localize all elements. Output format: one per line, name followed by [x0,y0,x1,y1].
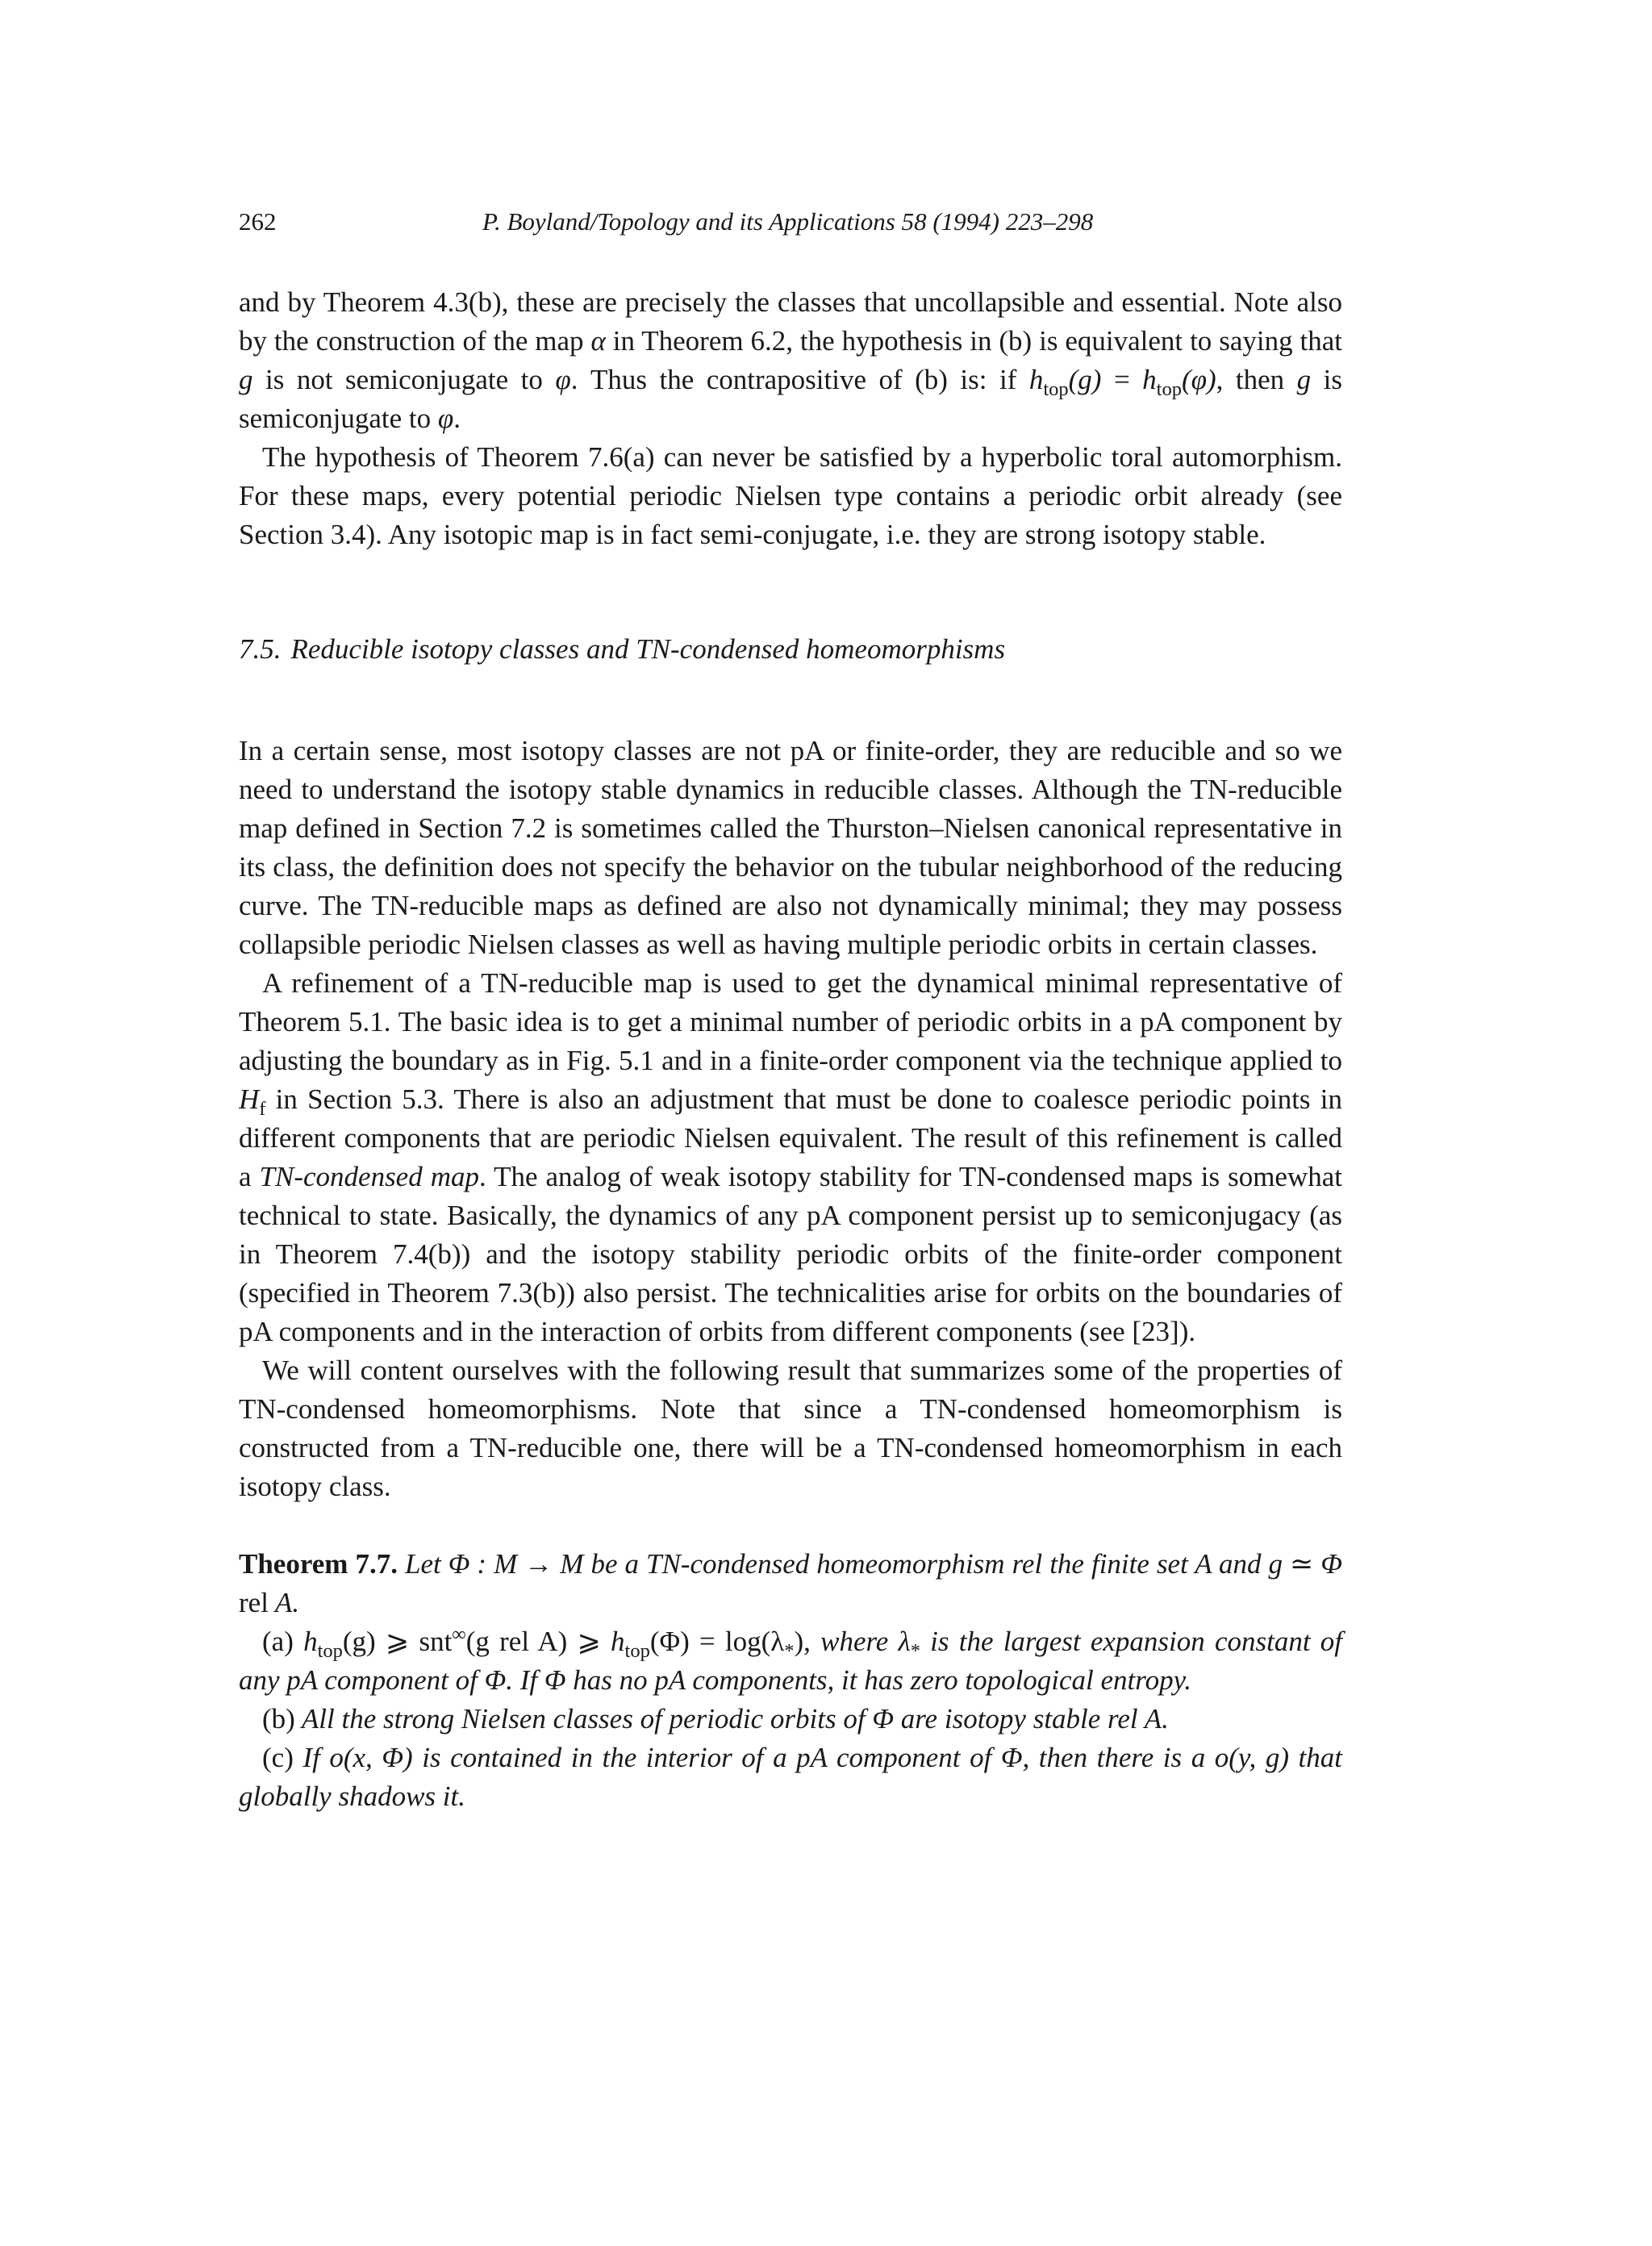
math-g: g [239,364,253,395]
paragraph-1 [239,283,1342,438]
theorem-text: All the strong Nielsen classes of periodic orbits of Φ are isotopy stable rel A. [294,1703,1169,1735]
theorem-text: A. [268,1587,300,1618]
body-text [239,283,1342,554]
running-header [239,206,1342,244]
text-run: A refinement of a TN-reducible map is used to get the dynamical minimal representative of Theorem 5.1. The basic idea is to get a minimal number of periodic orbits in a pA component by adjusting the boundary as in Fig. 5.1 and in a finite-order component via the technique applied to [239,967,1342,1076]
math-run: (g) ⩾ snt [342,1626,453,1657]
math-subscript: f [259,1098,266,1120]
math-subscript: top [1043,378,1069,400]
running-title: P. Boyland/Topology and its Applications 58 (1994) 223–298 [482,207,1094,236]
section-heading [239,630,1342,669]
text-run: = [1101,364,1143,395]
math-phi: (φ) [1181,364,1216,395]
math-h: h [611,1626,625,1657]
section-body [239,732,1342,1506]
math-g: (g) [1068,364,1102,395]
theorem-part-a [239,1622,1342,1700]
math-subscript: top [624,1640,650,1662]
theorem-text: rel [239,1587,269,1618]
theorem-text: is the largest expansion constant of any pA component of Φ. If Φ has no pA components, it has zero topological entropy. [239,1626,1343,1696]
math-alpha: α [590,325,606,357]
paragraph-2: The hypothesis of Theorem 7.6(a) can never be satisfied by a hyperbolic toral automorphism. For these maps, every potential periodic Nielsen type contains a periodic orbit already (see Section 3.4). Any isotopic map is in fact semi-conjugate, i.e. they are strong isotopy stable. [239,441,1342,550]
math-h: h [1142,364,1157,395]
theorem-statement [239,1545,1342,1622]
math-subscript: * [784,1640,795,1662]
text-run: in Section 5.3. There is also an adjustment that must be done to coalesce periodic points in different components that are periodic Nielsen equivalent. The result of this refinement is called a [239,1083,1342,1192]
text-run: , then [1216,364,1297,395]
emphasis-term: TN-condensed map [259,1161,479,1192]
page-number: 262 [239,207,277,236]
math-h: h [303,1626,318,1657]
part-label: (a) [262,1626,294,1657]
section-number: 7.5. [239,633,282,665]
theorem-text: where λ [810,1626,911,1657]
text-run: in Theorem 6.2, the hypothesis in (b) is equivalent to saying that [605,325,1342,357]
paragraph-3: In a certain sense, most isotopy classes are not pA or finite-order, they are reducible and so we need to understand the isotopy stable dynamics in reducible classes. Although the TN-reducible map defined in Section 7.2 is sometimes called the Thurston–Nielsen canonical representative in its class, the definition does not specify the behavior on the tubular neighborhood of the reducing curve. The TN-reducible maps as defined are also not dynamically minimal; they may possess collapsible periodic Nielsen classes as well as having multiple periodic orbits in certain classes. [239,735,1342,960]
math-subscript: top [1156,378,1182,400]
paragraph-5: We will content ourselves with the following result that summarizes some of the properties of TN-condensed homeomorphisms. Note that since a TN-condensed homeomorphism is constructed from a TN-reducible one, there will be a TN-condensed homeomorphism in each isotopy class. [239,1355,1342,1502]
math-phi: φ [437,403,454,434]
part-label: (b) [262,1703,295,1735]
math-H: H [239,1083,260,1115]
theorem-7-7 [239,1545,1342,1816]
paragraph-4 [239,964,1342,1351]
text-run: is not semiconjugate to [252,364,556,395]
text-run: . Thus the contrapositive of (b) is: if [570,364,1029,395]
text-run: . The analog of weak isotopy stability for TN-condensed maps is somewhat technical to state. Basically, the dynamics of any pA component persist up to semiconjugacy (as in Theorem 7.4(b)) and the isotopy stability periodic orbits of the finite-order component (specified in Theorem 7.3(b)) also persist. The technicalities arise for orbits on the boundaries of pA components and in the interaction of orbits from different components (see [23]). [239,1161,1342,1347]
math-h: h [1028,364,1044,395]
math-phi: φ [555,364,571,395]
text-run: . [453,403,461,434]
part-label: (c) [262,1742,294,1773]
math-subscript: top [317,1640,343,1662]
math-g: g [1296,364,1312,395]
math-run: ), [794,1626,811,1657]
theorem-part-c [239,1739,1342,1816]
theorem-text: Let Φ : M → M be a TN-condensed homeomorphism rel the finite set A and g ≃ Φ [405,1548,1343,1580]
theorem-label: Theorem 7.7. [239,1548,398,1580]
section-title: Reducible isotopy classes and TN-condensed homeomorphisms [290,633,1006,665]
text-run: is semiconjugate to [239,364,1342,434]
text-run: and by Theorem 4.3(b), these are precisely the classes that uncollapsible and essential. Note also by the construction of the map [239,286,1342,357]
math-subscript: * [910,1640,920,1662]
math-run: (Φ) = log(λ [649,1626,785,1657]
math-run: (g rel A) ⩾ [465,1626,611,1657]
theorem-text: If o(x, Φ) is contained in the interior of a pA component of Φ, then there is a o(y, g) that globally shadows it. [239,1742,1342,1812]
math-superscript: ∞ [452,1623,466,1646]
theorem-part-b [239,1700,1342,1739]
page [239,206,1342,1816]
